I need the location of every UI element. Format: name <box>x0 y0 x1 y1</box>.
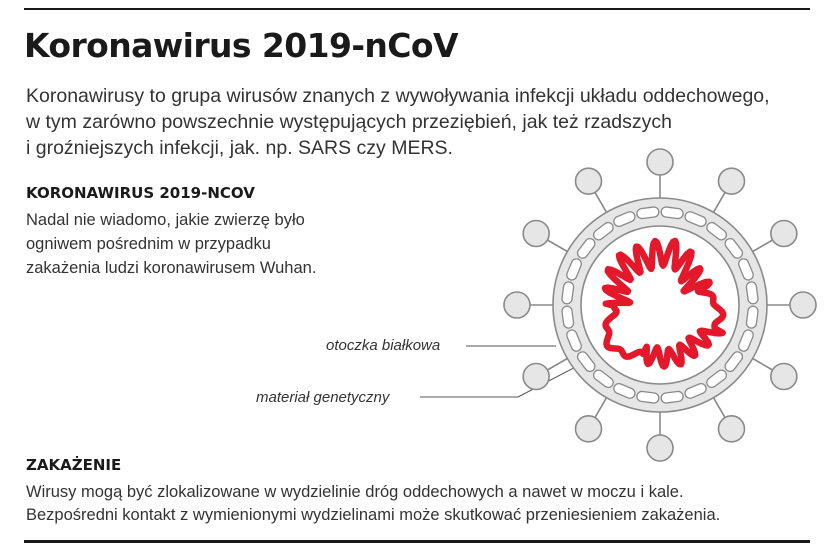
spike-head <box>576 416 602 442</box>
section-line: Wirusy mogą być zlokalizowane w wydzielinie dróg oddechowych a nawet w moczu i kale. <box>26 483 684 501</box>
genetic-material-label: materiał genetyczny <box>256 389 390 406</box>
spike-stalk <box>547 357 570 370</box>
spike-stalk <box>595 395 608 418</box>
section-line: Nadal nie wiadomo, jakie zwierzę było <box>26 211 305 229</box>
spike-stalk <box>595 192 608 215</box>
intro-line: Koronawirusy to grupa wirusów znanych z wywoływania infekcji układu oddechowego, <box>26 85 770 107</box>
spike-head <box>719 416 745 442</box>
intro-line: i groźniejszych infekcji, jak. np. SARS czy MERS. <box>26 137 453 159</box>
spike-stalk <box>712 395 725 418</box>
page-title: Koronawirus 2019-nCoV <box>24 26 458 65</box>
spike-head <box>523 221 549 247</box>
section-line: ogniwem pośrednim w przypadku <box>26 235 271 253</box>
spike-head <box>719 168 745 194</box>
spike-head <box>790 292 816 318</box>
section-line: Bezpośredni kontakt z wymienionymi wydzielinami może skutkować przeniesieniem zakażenia. <box>26 506 721 524</box>
spike-head <box>504 292 530 318</box>
section-heading-infection: ZAKAŻENIE <box>26 456 122 474</box>
intro-line: w tym zarówno powszechnie występujących przeziębień, jak też rzadszych <box>26 111 672 133</box>
spike-head <box>523 364 549 390</box>
bottom-rule <box>24 540 810 543</box>
spike-stalk <box>750 357 773 370</box>
spike-head <box>771 221 797 247</box>
spike-stalk <box>750 240 773 253</box>
section-heading-coronavirus: KORONAWIRUS 2019-NCOV <box>26 184 255 202</box>
spike-head <box>771 364 797 390</box>
spike-stalk <box>712 192 725 215</box>
section-body-infection <box>26 481 720 527</box>
spike-head <box>576 168 602 194</box>
spike-head <box>647 435 673 461</box>
spike-head <box>647 149 673 175</box>
spike-stalk <box>547 240 570 253</box>
section-line: zakażenia ludzi koronawirusem Wuhan. <box>26 259 317 277</box>
envelope-label: otoczka białkowa <box>326 337 441 354</box>
